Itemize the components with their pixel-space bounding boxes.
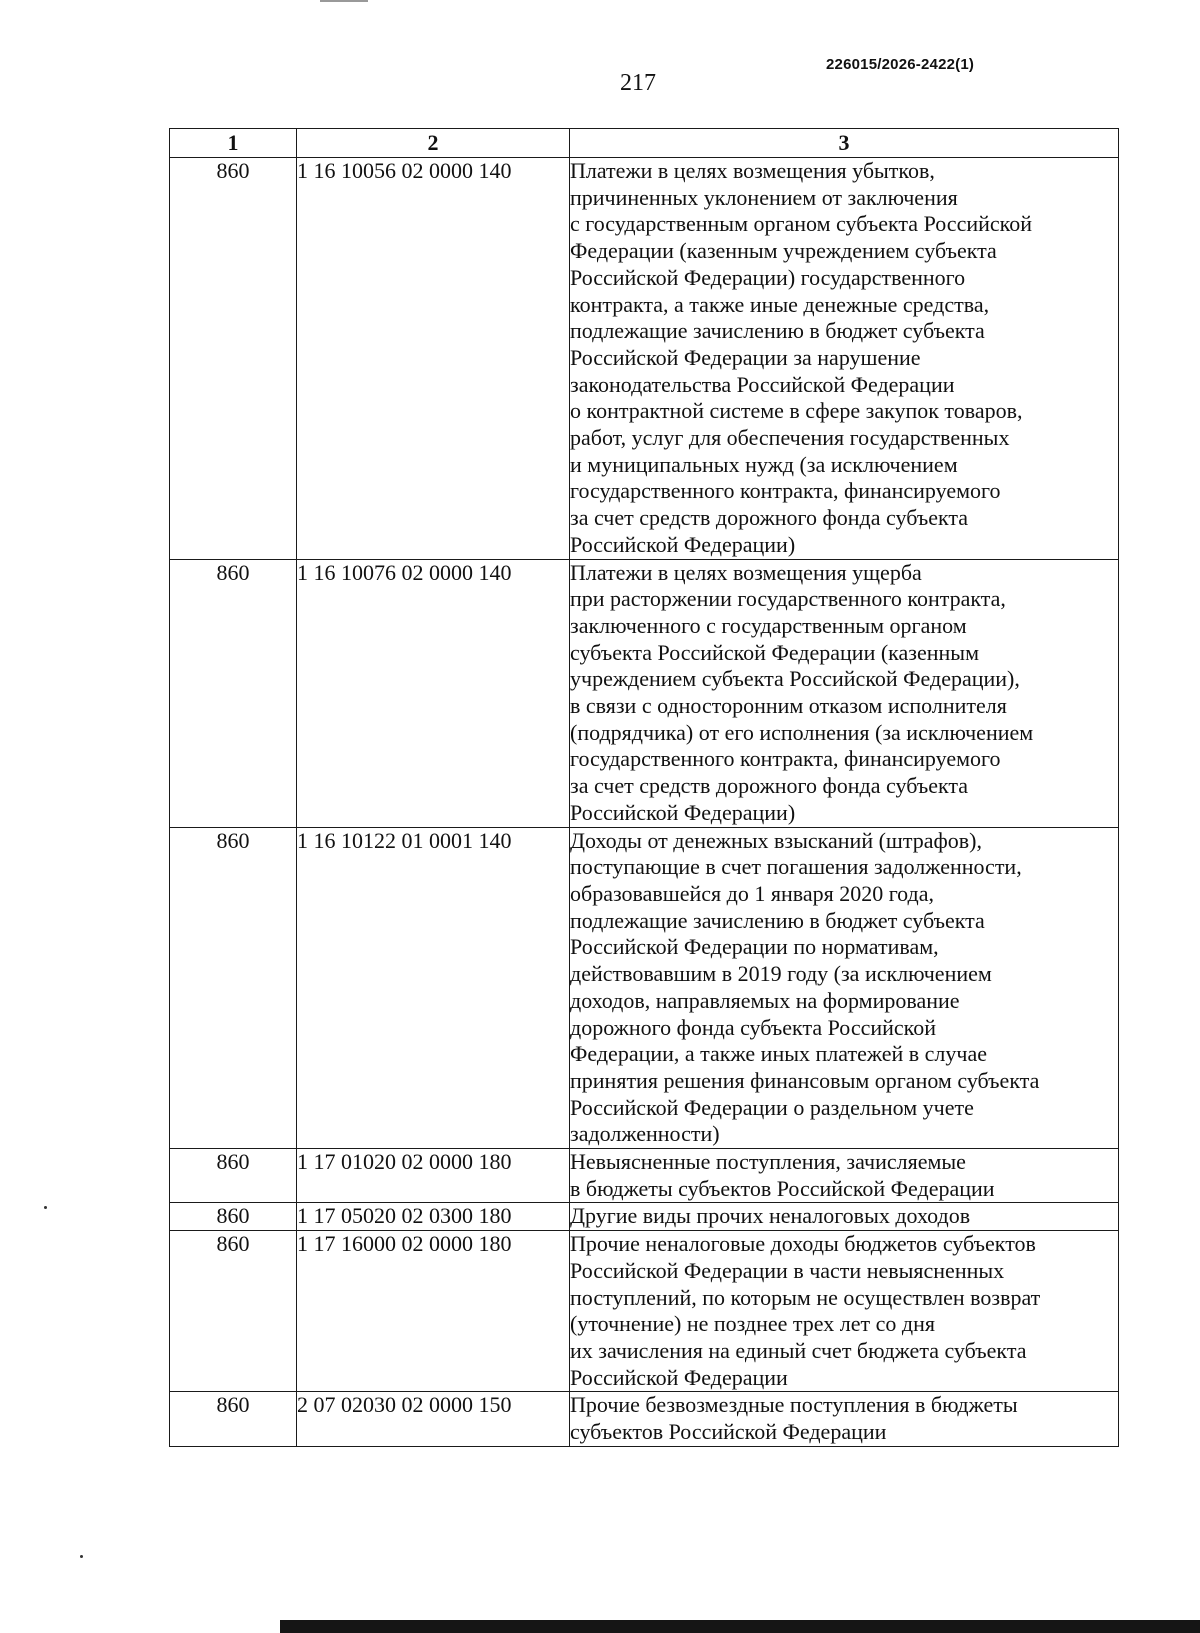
description-line: государственного контракта, финансируемого [570, 746, 1001, 772]
column-header-3: 3 [570, 129, 1119, 158]
column-header-1: 1 [170, 129, 297, 158]
budget-code-cell: 1 17 05020 02 0300 180 [297, 1203, 570, 1231]
description-line: субъекта Российской Федерации (казенным [570, 639, 979, 665]
description-line: с государственным органом субъекта Российской [570, 211, 1032, 237]
description-line: контракта, а также иные денежные средства, [570, 291, 990, 317]
description-line: доходов, направляемых на формирование [570, 987, 960, 1013]
budget-code-cell: 1 16 10056 02 0000 140 [297, 158, 570, 560]
admin-code-cell: 860 [170, 559, 297, 827]
description-line: действовавшим в 2019 году (за исключением [570, 961, 992, 987]
description-line: о контрактной системе в сфере закупок товаров, [570, 398, 1023, 424]
budget-code-cell: 1 17 01020 02 0000 180 [297, 1149, 570, 1203]
description-line: и муниципальных нужд (за исключением [570, 451, 958, 477]
description-line: Платежи в целях возмещения ущерба [570, 559, 922, 585]
table-row [170, 1392, 1119, 1446]
description-line: Платежи в целях возмещения убытков, [570, 158, 935, 183]
page-number: 217 [620, 70, 656, 96]
description-line: Российской Федерации) [570, 531, 796, 557]
description-line: государственного контракта, финансируемого [570, 478, 1001, 504]
document-id: 226015/2026-2422(1) [826, 56, 975, 73]
description-line: Российской Федерации [570, 1364, 788, 1390]
description-cell [570, 1149, 1119, 1203]
description-line: Прочие неналоговые доходы бюджетов субъектов [570, 1231, 1036, 1257]
table-row [170, 559, 1119, 827]
description-line: заключенного с государственным органом [570, 612, 967, 638]
scan-speck [80, 1555, 83, 1558]
description-line: Доходы от денежных взысканий (штрафов), [570, 827, 982, 853]
description-line: Российской Федерации за нарушение [570, 344, 921, 370]
description-cell [570, 559, 1119, 827]
description-line: Российской Федерации о раздельном учете [570, 1094, 974, 1120]
description-line: в бюджеты субъектов Российской Федерации [570, 1175, 995, 1201]
description-cell [570, 827, 1119, 1148]
table-row [170, 1203, 1119, 1231]
table-row [170, 827, 1119, 1148]
scan-mark-top [320, 0, 368, 2]
description-line: учреждением субъекта Российской Федерации), [570, 666, 1020, 692]
description-line: Федерации (казенным учреждением субъекта [570, 238, 997, 264]
description-line: субъектов Российской Федерации [570, 1419, 887, 1445]
description-line: Российской Федерации по нормативам, [570, 934, 939, 960]
description-cell [570, 1231, 1119, 1392]
description-line: работ, услуг для обеспечения государственных [570, 425, 1010, 451]
admin-code-cell: 860 [170, 1392, 297, 1446]
admin-code-cell: 860 [170, 1149, 297, 1203]
description-cell [570, 1392, 1119, 1446]
description-line: за счет средств дорожного фонда субъекта [570, 505, 969, 531]
description-line: в связи с односторонним отказом исполнителя [570, 693, 1007, 719]
column-header-2: 2 [297, 129, 570, 158]
description-cell [570, 1203, 1119, 1231]
table-row [170, 158, 1119, 560]
description-line: Федерации, а также иных платежей в случае [570, 1041, 988, 1067]
budget-code-cell: 2 07 02030 02 0000 150 [297, 1392, 570, 1446]
description-line: при расторжении государственного контракта, [570, 586, 1006, 612]
description-line: (подрядчика) от его исполнения (за исключением [570, 719, 1034, 745]
budget-code-cell: 1 16 10076 02 0000 140 [297, 559, 570, 827]
description-line: дорожного фонда субъекта Российской [570, 1014, 937, 1040]
description-cell [570, 158, 1119, 560]
admin-code-cell: 860 [170, 158, 297, 560]
description-line: Российской Федерации) [570, 799, 796, 825]
description-line: принятия решения финансовым органом субъекта [570, 1067, 1040, 1093]
table-row [170, 1231, 1119, 1392]
description-line: образовавшейся до 1 января 2020 года, [570, 880, 934, 906]
description-line: подлежащие зачислению в бюджет субъекта [570, 907, 985, 933]
description-line: Российской Федерации в части невыясненных [570, 1257, 1005, 1283]
description-line: задолженности) [570, 1121, 720, 1147]
table-row [170, 1149, 1119, 1203]
description-line: причиненных уклонением от заключения [570, 184, 958, 210]
budget-code-cell: 1 17 16000 02 0000 180 [297, 1231, 570, 1392]
description-line: их зачисления на единый счет бюджета субъекта [570, 1337, 1027, 1363]
admin-code-cell: 860 [170, 827, 297, 1148]
description-line: подлежащие зачислению в бюджет субъекта [570, 318, 985, 344]
budget-code-cell: 1 16 10122 01 0001 140 [297, 827, 570, 1148]
admin-code-cell: 860 [170, 1203, 297, 1231]
description-line: (уточнение) не позднее трех лет со дня [570, 1311, 935, 1337]
description-line: Прочие безвозмездные поступления в бюджеты [570, 1392, 1018, 1418]
description-line: Российской Федерации) государственного [570, 264, 966, 290]
admin-code-cell: 860 [170, 1231, 297, 1392]
description-line: за счет средств дорожного фонда субъекта [570, 773, 969, 799]
table-header-row [170, 129, 1119, 158]
description-line: Другие виды прочих неналоговых доходов [570, 1203, 971, 1229]
description-line: Невыясненные поступления, зачисляемые [570, 1149, 966, 1175]
table-body [170, 158, 1119, 1447]
description-line: поступающие в счет погашения задолженности, [570, 854, 1022, 880]
description-line: поступлений, по которым не осуществлен возврат [570, 1284, 1041, 1310]
budget-classification-table [169, 128, 1119, 1447]
scan-speck [44, 1206, 47, 1209]
description-line: законодательства Российской Федерации [570, 371, 955, 397]
scan-edge-bar [280, 1620, 1200, 1633]
